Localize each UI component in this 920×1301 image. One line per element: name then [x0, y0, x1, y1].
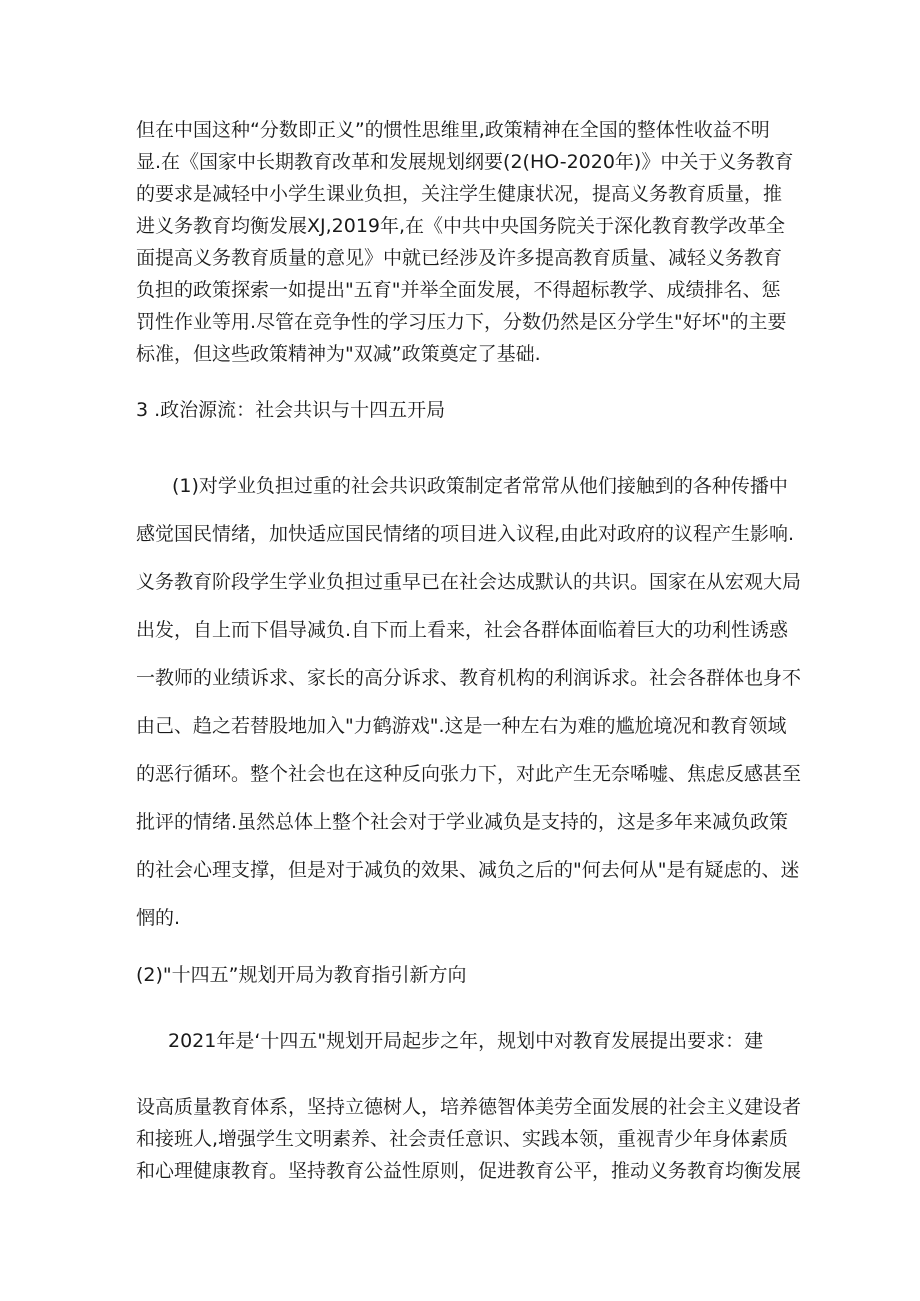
text-line: 的要求是减轻中小学生课业负担，关注学生健康状况，提高义务教育质量，推	[136, 183, 783, 205]
section-heading: 3 .政治源流：社会共识与十四五开局	[136, 399, 446, 421]
text-line: 义务教育阶段学生学业负担过重早已在社会达成默认的共识。国家在从宏观大局	[136, 571, 802, 593]
text-line: 的恶行循环。整个社会也在这种反向张力下，对此产生无奈唏嘘、焦虑反感甚至	[136, 763, 802, 785]
text-line: 负担的政策探索一如提出"五育"并举全面发展，不得超标教学、成绩排名、惩	[136, 279, 781, 301]
text-line: (1)对学业负担过重的社会共识政策制定者常常从他们接触到的各种传播中	[172, 475, 788, 497]
text-line: 和心理健康教育。坚持教育公益性原则，促进教育公平，推动义务教育均衡发展	[136, 1160, 802, 1182]
text-line: 和接班人,增强学生文明素养、社会责任意识、实践本领，重视青少年身体素质	[136, 1128, 789, 1150]
text-line: 2021年是‘十四五"规划开局起步之年，规划中对教育发展提出要求：建	[168, 1030, 764, 1052]
text-line: 由己、趋之若替股地加入"力鹤游戏".这是一种左右为难的尴尬境况和教育领域	[136, 715, 787, 737]
text-line: 标准，但这些政策精神为"双减”政策奠定了基础.	[136, 343, 541, 365]
text-line: 设高质量教育体系，坚持立德树人，培养德智体美劳全面发展的社会主义建设者	[136, 1096, 802, 1118]
text-line: 但在中国这种“分数即正义”的惯性思维里,政策精神在全国的整体性收益不明	[136, 119, 770, 141]
text-line: 批评的情绪.虽然总体上整个社会对于学业减负是支持的，这是多年来减负政策	[136, 811, 789, 833]
text-line: 显.在《国家中长期教育改革和发展规划纲要(2(HO-2020年)》中关于义务教育	[136, 151, 794, 173]
text-line: 感觉国民情绪，加快适应国民情绪的项目进入议程,由此对政府的议程产生影响.	[136, 523, 795, 545]
text-line: 的社会心理支撑，但是对于减负的效果、减负之后的"何去何从"是有疑虑的、迷	[136, 859, 800, 881]
text-line: 进义务教育均衡发展XJ,2019年,在《中共中央国务院关于深化教育教学改革全	[136, 215, 786, 237]
text-line: 罚性作业等用.尽管在竞争性的学习压力下，分数仍然是区分学生"好坏"的主要	[136, 311, 787, 333]
text-line: 出发，自上而下倡导减负.自下而上看来，社会各群体面临着巨大的功利性诱惑	[136, 619, 789, 641]
text-line: 面提高义务教育质量的意见》中就已经涉及许多提高教育质量、减轻义务教育	[136, 247, 783, 269]
text-line: 一教师的业绩诉求、家长的高分诉求、教育机构的利润诉求。社会各群体也身不	[136, 667, 802, 689]
subheading: (2)"十四五”规划开局为教育指引新方向	[136, 964, 467, 986]
text-line: 惘的.	[136, 907, 181, 929]
